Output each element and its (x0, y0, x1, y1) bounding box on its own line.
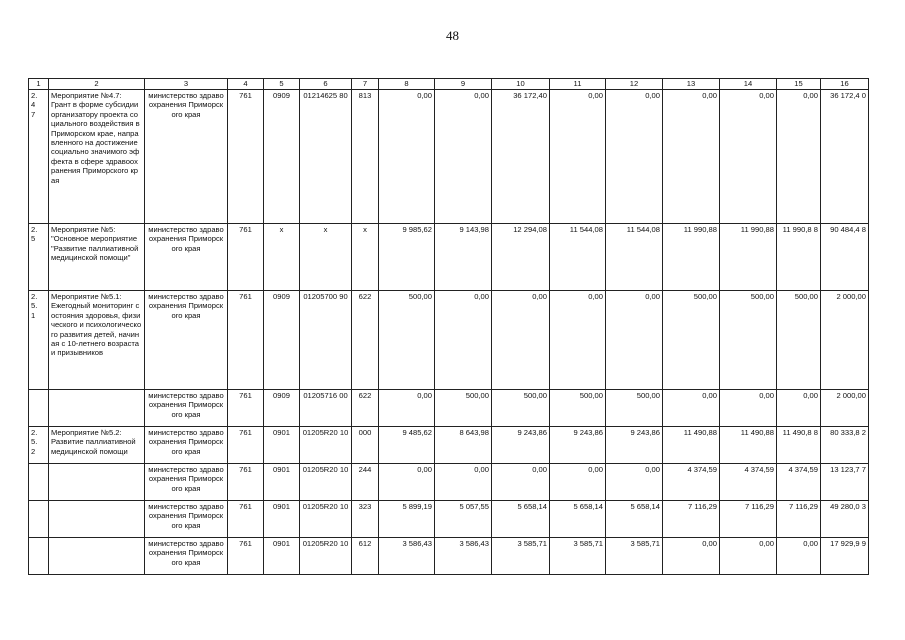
row-number (29, 390, 49, 427)
column-header: 5 (264, 79, 300, 90)
code-cell: 01205R20 10 (300, 538, 352, 575)
table-row (29, 90, 869, 224)
code-cell: x (352, 224, 379, 291)
code-cell: 01205700 90 (300, 291, 352, 390)
amount-cell: 3 585,71 (606, 538, 663, 575)
amount-cell: 11 990,88 (720, 224, 777, 291)
measure-name: Мероприятие №4.7: Грант в форме субсидии организатору проекта социального воздействия в Приморском крае, направленного на достижение социально значимого эффекта в сфере здравоохранения Приморского края (49, 90, 145, 224)
measure-name: Мероприятие №5: "Основное мероприятие "Развитие паллиативной медицинской помощи" (49, 224, 145, 291)
amount-cell: 500,00 (720, 291, 777, 390)
amount-cell: 4 374,59 (720, 464, 777, 501)
amount-cell: 3 586,43 (379, 538, 435, 575)
amount-cell: 0,00 (720, 390, 777, 427)
amount-cell: 0,00 (379, 390, 435, 427)
total-cell: 2 000,00 (821, 390, 869, 427)
table-row (29, 501, 869, 538)
amount-cell: 0,00 (435, 291, 492, 390)
code-cell: 761 (228, 90, 264, 224)
header-row (29, 79, 869, 90)
executor: министерство здравоохранения Приморского края (145, 224, 228, 291)
amount-cell: 7 116,29 (777, 501, 821, 538)
executor: министерство здравоохранения Приморского края (145, 427, 228, 464)
amount-cell: 11 990,8 8 (777, 224, 821, 291)
amount-cell: 0,00 (550, 291, 606, 390)
amount-cell: 0,00 (606, 90, 663, 224)
amount-cell: 36 172,40 (492, 90, 550, 224)
executor: министерство здравоохранения Приморского края (145, 464, 228, 501)
row-number (29, 464, 49, 501)
amount-cell: 5 658,14 (492, 501, 550, 538)
code-cell: 813 (352, 90, 379, 224)
amount-cell: 9 485,62 (379, 427, 435, 464)
amount-cell: 0,00 (777, 390, 821, 427)
table-row (29, 427, 869, 464)
total-cell: 49 280,0 3 (821, 501, 869, 538)
amount-cell: 3 586,43 (435, 538, 492, 575)
column-header: 7 (352, 79, 379, 90)
code-cell: 761 (228, 427, 264, 464)
code-cell: 761 (228, 501, 264, 538)
amount-cell: 3 585,71 (550, 538, 606, 575)
measure-name (49, 464, 145, 501)
column-header: 8 (379, 79, 435, 90)
total-cell: 2 000,00 (821, 291, 869, 390)
amount-cell: 0,00 (720, 90, 777, 224)
amount-cell: 4 374,59 (777, 464, 821, 501)
code-cell: 622 (352, 390, 379, 427)
amount-cell: 5 057,55 (435, 501, 492, 538)
code-cell: 01214625 80 (300, 90, 352, 224)
code-cell: 612 (352, 538, 379, 575)
column-header: 4 (228, 79, 264, 90)
executor: министерство здравоохранения Приморского края (145, 501, 228, 538)
amount-cell: 0,00 (606, 464, 663, 501)
total-cell: 90 484,4 8 (821, 224, 869, 291)
table-row (29, 538, 869, 575)
code-cell: 0909 (264, 390, 300, 427)
amount-cell: 8 643,98 (435, 427, 492, 464)
table-row (29, 464, 869, 501)
total-cell: 36 172,4 0 (821, 90, 869, 224)
amount-cell: 5 658,14 (550, 501, 606, 538)
amount-cell: 11 490,88 (720, 427, 777, 464)
row-number: 2. 5. 2 (29, 427, 49, 464)
table-row (29, 224, 869, 291)
total-cell: 80 333,8 2 (821, 427, 869, 464)
amount-cell: 500,00 (550, 390, 606, 427)
code-cell: 0901 (264, 538, 300, 575)
row-number: 2. 4 7 (29, 90, 49, 224)
code-cell: 0901 (264, 464, 300, 501)
code-cell: 01205R20 10 (300, 501, 352, 538)
code-cell: 761 (228, 390, 264, 427)
column-header: 11 (550, 79, 606, 90)
amount-cell: 0,00 (606, 291, 663, 390)
row-number: 2. 5 (29, 224, 49, 291)
column-header: 1 (29, 79, 49, 90)
code-cell: 761 (228, 538, 264, 575)
code-cell: 0901 (264, 501, 300, 538)
row-number (29, 501, 49, 538)
amount-cell: 9 143,98 (435, 224, 492, 291)
measure-name (49, 538, 145, 575)
amount-cell: 500,00 (777, 291, 821, 390)
column-header: 15 (777, 79, 821, 90)
amount-cell: 11 490,88 (663, 427, 720, 464)
code-cell: 622 (352, 291, 379, 390)
column-header: 16 (821, 79, 869, 90)
amount-cell: 500,00 (663, 291, 720, 390)
executor: министерство здравоохранения Приморского края (145, 90, 228, 224)
measure-name (49, 390, 145, 427)
amount-cell: 9 985,62 (379, 224, 435, 291)
amount-cell: 0,00 (435, 464, 492, 501)
row-number (29, 538, 49, 575)
total-cell: 17 929,9 9 (821, 538, 869, 575)
amount-cell: 0,00 (663, 90, 720, 224)
amount-cell: 4 374,59 (663, 464, 720, 501)
table-row (29, 291, 869, 390)
amount-cell: 0,00 (777, 538, 821, 575)
column-header: 9 (435, 79, 492, 90)
amount-cell: 0,00 (379, 90, 435, 224)
amount-cell: 9 243,86 (492, 427, 550, 464)
amount-cell: 7 116,29 (663, 501, 720, 538)
code-cell: 01205716 00 (300, 390, 352, 427)
measure-name: Мероприятие №5.2: Развитие паллиативной медицинской помощи (49, 427, 145, 464)
amount-cell: 500,00 (435, 390, 492, 427)
code-cell: 0909 (264, 90, 300, 224)
table-row (29, 390, 869, 427)
executor: министерство здравоохранения Приморского края (145, 291, 228, 390)
row-number: 2. 5. 1 (29, 291, 49, 390)
executor: министерство здравоохранения Приморского края (145, 538, 228, 575)
measure-name: Мероприятие №5.1: Ежегодный мониторинг состояния здоровья, физического и психологического развития детей, начиная с 10-летнего возраста и призывников (49, 291, 145, 390)
column-header: 6 (300, 79, 352, 90)
amount-cell: 500,00 (379, 291, 435, 390)
amount-cell: 11 544,08 (606, 224, 663, 291)
code-cell: 0901 (264, 427, 300, 464)
code-cell: x (264, 224, 300, 291)
code-cell: 761 (228, 224, 264, 291)
amount-cell: 7 116,29 (720, 501, 777, 538)
column-header: 13 (663, 79, 720, 90)
amount-cell: 0,00 (492, 464, 550, 501)
amount-cell: 5 658,14 (606, 501, 663, 538)
code-cell: 000 (352, 427, 379, 464)
column-header: 12 (606, 79, 663, 90)
code-cell: 323 (352, 501, 379, 538)
column-header: 2 (49, 79, 145, 90)
code-cell: 761 (228, 464, 264, 501)
amount-cell: 0,00 (550, 464, 606, 501)
code-cell: 01205R20 10 (300, 427, 352, 464)
amount-cell: 0,00 (663, 390, 720, 427)
code-cell: 761 (228, 291, 264, 390)
column-header: 10 (492, 79, 550, 90)
amount-cell: 11 544,08 (550, 224, 606, 291)
amount-cell: 9 243,86 (606, 427, 663, 464)
amount-cell: 500,00 (492, 390, 550, 427)
page-number: 48 (446, 28, 459, 43)
amount-cell: 0,00 (720, 538, 777, 575)
amount-cell: 11 490,8 8 (777, 427, 821, 464)
amount-cell: 5 899,19 (379, 501, 435, 538)
amount-cell: 0,00 (550, 90, 606, 224)
total-cell: 13 123,7 7 (821, 464, 869, 501)
measure-name (49, 501, 145, 538)
amount-cell: 9 243,86 (550, 427, 606, 464)
amount-cell: 0,00 (663, 538, 720, 575)
amount-cell: 0,00 (777, 90, 821, 224)
amount-cell: 0,00 (435, 90, 492, 224)
amount-cell: 11 990,88 (663, 224, 720, 291)
code-cell: x (300, 224, 352, 291)
budget-table (28, 78, 869, 575)
code-cell: 01205R20 10 (300, 464, 352, 501)
code-cell: 0909 (264, 291, 300, 390)
executor: министерство здравоохранения Приморского края (145, 390, 228, 427)
amount-cell: 500,00 (606, 390, 663, 427)
amount-cell: 0,00 (492, 291, 550, 390)
column-header: 3 (145, 79, 228, 90)
column-header: 14 (720, 79, 777, 90)
amount-cell: 12 294,08 (492, 224, 550, 291)
amount-cell: 0,00 (379, 464, 435, 501)
code-cell: 244 (352, 464, 379, 501)
amount-cell: 3 585,71 (492, 538, 550, 575)
